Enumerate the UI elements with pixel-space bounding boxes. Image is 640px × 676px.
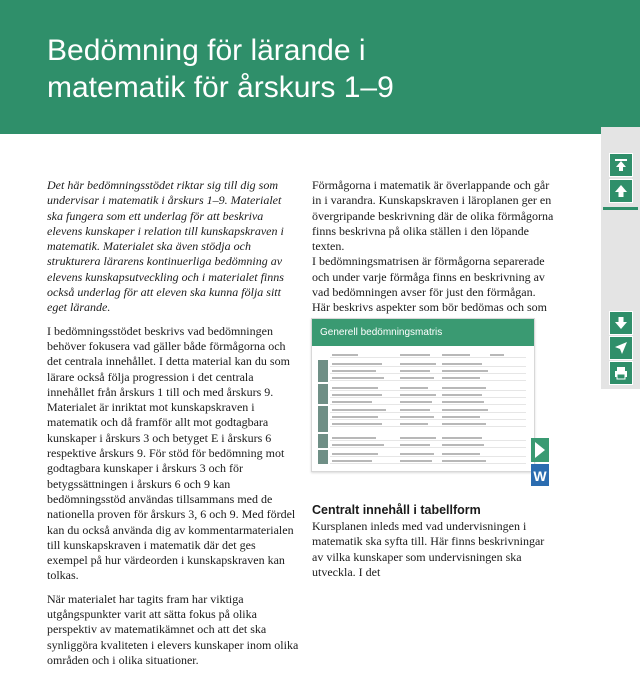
page-up-icon — [614, 184, 628, 198]
matrix-row — [330, 393, 526, 398]
matrix-row — [330, 408, 526, 413]
matrix-row — [330, 452, 526, 457]
intro-paragraph: Det här bedömningsstödet riktar sig till dig som undervisar i matematik i årskurs 1–9. Materialet ska fungera som ett underlag för att beskriva elevens kunskaper i relation till kunskapskraven i matematik. Materialet ska även stödja och strukturera lärarens kontinuerliga bedömning av elevens kunskapsutveckling och i materialet finns också underlag för att eleven ska kunna följa sitt eget lärande. — [47, 178, 284, 315]
matrix-row — [330, 400, 526, 405]
figure-title: Generell bedömningsmatris — [312, 319, 534, 346]
svg-text:W: W — [533, 468, 547, 484]
page-down-button[interactable] — [609, 311, 633, 335]
body-paragraph-1: I bedömningsstödet beskrivs vad bedömningen behöver fokusera vad gäller både förmågorna och det centrala innehållet. I detta material kan du som lärare också följa progression i det centrala innehållet från årskurs 1 till och med årskurs 9. Materialet är inriktat mot kunskapskraven i matematik och då framför allt mot godtagbara kunskaper i årskurs 3 och betyget E i årskurs 6 respektive årskurs 9. För stöd för bedömning mot godtagbara kunskaper i årskurs 3 och för betygssättningen i årskurs 6 och 9 kan bedömningsstöd användas tillsammans med de nationella proven för årskurs 3, 6 och 9. Med fördel kan du också använda dig av kommentarmaterialen till kunskapskraven i matematik där det ges exempel på hur värdeorden i kunskapskraven kan tolkas. — [47, 323, 296, 583]
matrix-table-thumbnail — [318, 350, 526, 465]
body-paragraph-2: När materialet har tagits fram har viktiga utgångspunkter varit att sätta fokus på olika perspektiv av matematikämnet och att det ska synliggöra kvaliteten i elevers kunskaper inom olika områden och i olika situationer. — [47, 591, 299, 667]
right-column-continued — [312, 519, 556, 580]
matrix-side-label — [318, 434, 328, 448]
matrix-side-label — [318, 450, 328, 464]
matrix-row — [330, 369, 526, 374]
matrix-side-label — [318, 406, 328, 432]
page-title-line-1: Bedömning för lärande i — [47, 34, 366, 67]
print-icon — [614, 366, 628, 380]
page-top-button[interactable] — [609, 153, 633, 177]
page-top-icon — [614, 158, 628, 172]
send-button[interactable] — [609, 336, 633, 360]
word-document-icon[interactable] — [531, 438, 549, 488]
matrix-row — [330, 362, 526, 367]
left-column — [47, 178, 299, 676]
matrix-row — [330, 436, 526, 441]
page-down-icon — [614, 316, 628, 330]
right-column — [312, 178, 556, 339]
page-title-line-2: matematik för årskurs 1–9 — [47, 71, 394, 104]
matrix-row — [330, 376, 526, 381]
send-icon — [614, 341, 628, 355]
page-up-button[interactable] — [609, 179, 633, 203]
matrix-row — [330, 422, 526, 427]
matrix-figure[interactable] — [311, 318, 535, 472]
matrix-row — [330, 443, 526, 448]
matrix-row — [330, 459, 526, 464]
matrix-side-label — [318, 384, 328, 404]
nav-divider — [603, 207, 638, 210]
matrix-row — [330, 386, 526, 391]
header-banner — [0, 0, 640, 134]
matrix-header-row — [330, 353, 526, 358]
print-button[interactable] — [609, 361, 633, 385]
matrix-row — [330, 415, 526, 420]
right-paragraph-2: I bedömningsmatrisen är förmågorna separerade och under varje förmåga finns en beskrivning av vad bedömningen avser för just den förmågan. Här beskrivs aspekter som bör bedömas och som — [312, 254, 547, 315]
right-paragraph-3: Kursplanen inleds med vad undervisningen i matematik ska syfta till. Här finns beskrivningar av vilka kunskaper som undervisningen ska utveckla. I det — [312, 519, 545, 579]
matrix-side-label — [318, 360, 328, 382]
page-title — [47, 32, 567, 106]
right-paragraph-1: Förmågorna i matematik är överlappande och går in i varandra. Kunskapskraven i läroplanen ger en övergripande beskrivning där de olika förmågorna finns beskrivna på olika ställen i den löpande texten. — [312, 178, 554, 254]
section-subheading: Centralt innehåll i tabellform — [312, 503, 481, 517]
